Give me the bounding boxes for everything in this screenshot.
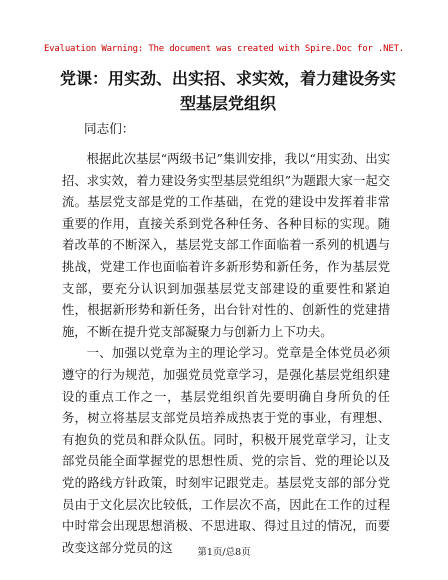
evaluation-warning: Evaluation Warning: The document was created with Spire.Doc for .NET. [43,44,405,54]
page-number: 第1页/总8页 [197,547,251,558]
document-body [62,149,390,559]
document-title: 党课：用实劲、出实招、求实效，着力建设务实型基层党组织 [60,69,397,113]
paragraph: 根据此次基层“两级书记”集训安排，我以“用实劲、出实招、求实效，着力建设务实型基层党组织”为题跟大家一起交流。基层党支部是党的工作基础，在党的建设中发挥着非常重要的作用，直接关系到党各种任务、各种目标的实现。随着改革的不断深入，基层党支部工作面临着一系列的机遇与挑战，党建工作也面临着许多新形势和新任务，作为基层党支部，要充分认识到加强基层党支部建设的重要性和紧迫性，根据新形势和新任务，出台针对性的、创新性的党建措施，不断在提升党支部凝聚力与创新力上下功夫。 [62,152,390,339]
greeting: 同志们： [84,121,135,136]
paragraph: 一、加强以党章为主的理论学习。党章是全体党员必须遵守的行为规范，加强党员党章学习，是强化基层党组织建设的重点工作之一，基层党组织首先要明确自身所负的任务，树立将基层支部党员培养成热衷于党的事业，有理想、有抱负的党员和群众队伍。同时，积极开展党章学习，让支部党员能全面掌握党的思想性质、党的宗旨、党的理论以及党的路线方针政策，时刻牢记跟党走。基层党支部的部分党员由于文化层次比较低，工作层次不高，因此在工作的过程中时常会出现思想消极、不思进取、得过且过的情况，而要改变这部分党员的这 [62,346,390,555]
